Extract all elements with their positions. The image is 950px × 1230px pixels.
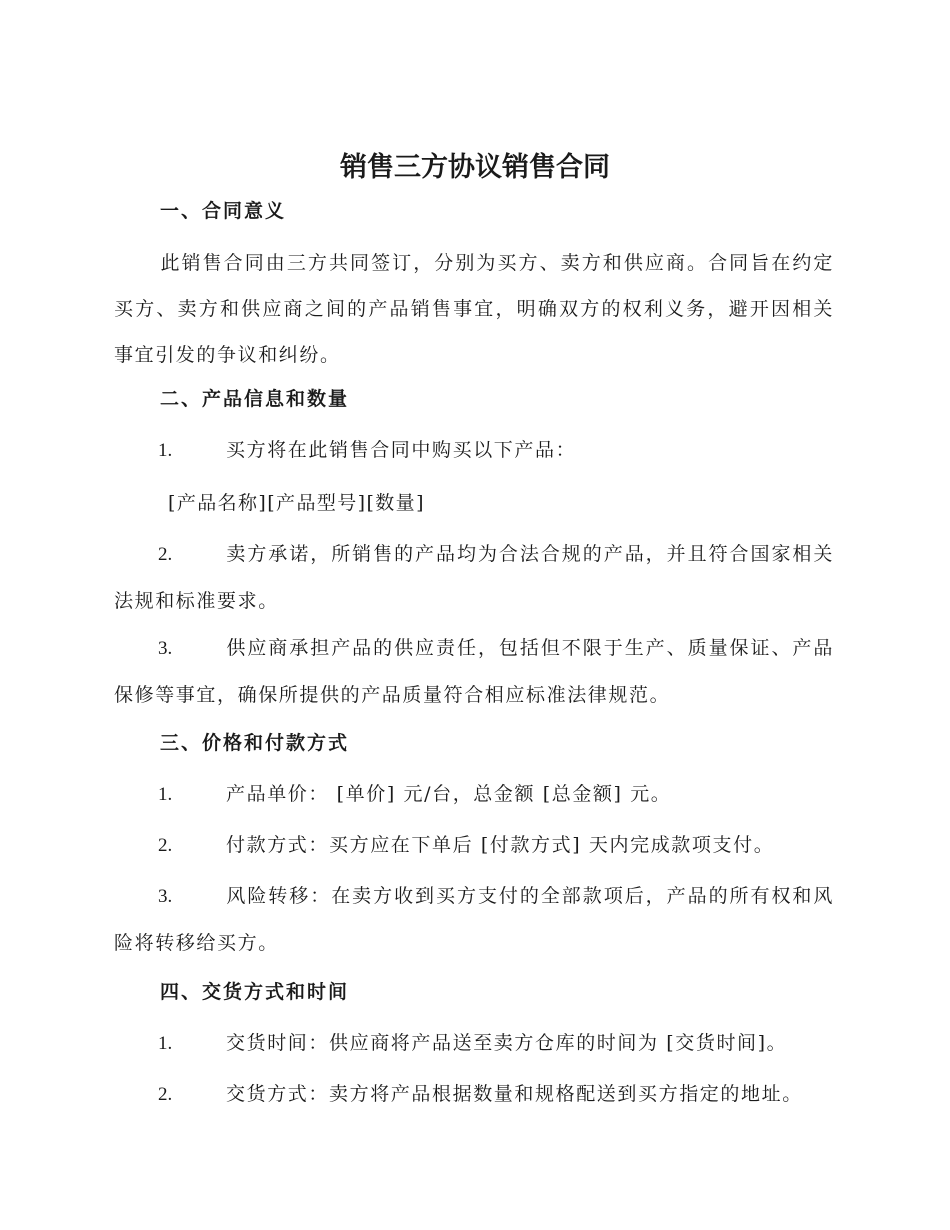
product-placeholder-line: [产品名称][产品型号][数量] <box>168 492 425 514</box>
item-number: 2. <box>158 835 173 856</box>
document-title: 销售三方协议销售合同 <box>340 152 610 183</box>
paragraph-text: 此销售合同由三方共同签订，分别为买方、卖方和供应商。合同旨在约定买方、卖方和供应商之间的产品销售事宜，明确双方的权利义务，避开因相关事宜引发的争议和纠纷。 <box>114 252 834 366</box>
section-heading-2: 二、产品信息和数量 <box>160 388 350 410</box>
section-1-paragraph <box>114 240 834 378</box>
list-item <box>114 873 834 966</box>
list-item <box>114 531 834 624</box>
item-text: 付款方式：买方应在下单后 [付款方式] 天内完成款项支付。 <box>226 834 775 856</box>
list-item <box>114 771 834 818</box>
list-item <box>114 822 834 869</box>
item-number: 2. <box>158 1084 173 1105</box>
section-heading-3: 三、价格和付款方式 <box>160 732 350 754</box>
list-item <box>114 1071 834 1118</box>
item-text: 产品单价： [单价] 元/台，总金额 [总金额] 元。 <box>226 783 672 805</box>
section-heading-4: 四、交货方式和时间 <box>160 981 350 1003</box>
item-text: 交货时间：供应商将产品送至卖方仓库的时间为 [交货时间]。 <box>226 1032 788 1054</box>
list-item <box>114 1020 834 1067</box>
item-text: 卖方承诺，所销售的产品均为合法合规的产品，并且符合国家相关法规和标准要求。 <box>114 543 834 612</box>
item-number: 3. <box>158 886 173 907</box>
item-text: 买方将在此销售合同中购买以下产品： <box>226 439 577 461</box>
item-number: 2. <box>158 544 173 565</box>
item-number: 1. <box>158 784 173 805</box>
item-text: 风险转移：在卖方收到买方支付的全部款项后，产品的所有权和风险将转移给买方。 <box>114 885 834 954</box>
section-heading-1: 一、合同意义 <box>160 200 287 222</box>
item-number: 3. <box>158 638 173 659</box>
item-text: 交货方式：卖方将产品根据数量和规格配送到买方指定的地址。 <box>226 1083 803 1105</box>
list-item <box>114 625 834 718</box>
item-number: 1. <box>158 440 173 461</box>
item-number: 1. <box>158 1033 173 1054</box>
item-text: 供应商承担产品的供应责任，包括但不限于生产、质量保证、产品保修等事宜，确保所提供的产品质量符合相应标准法律规范。 <box>114 637 834 706</box>
list-item <box>114 427 834 474</box>
